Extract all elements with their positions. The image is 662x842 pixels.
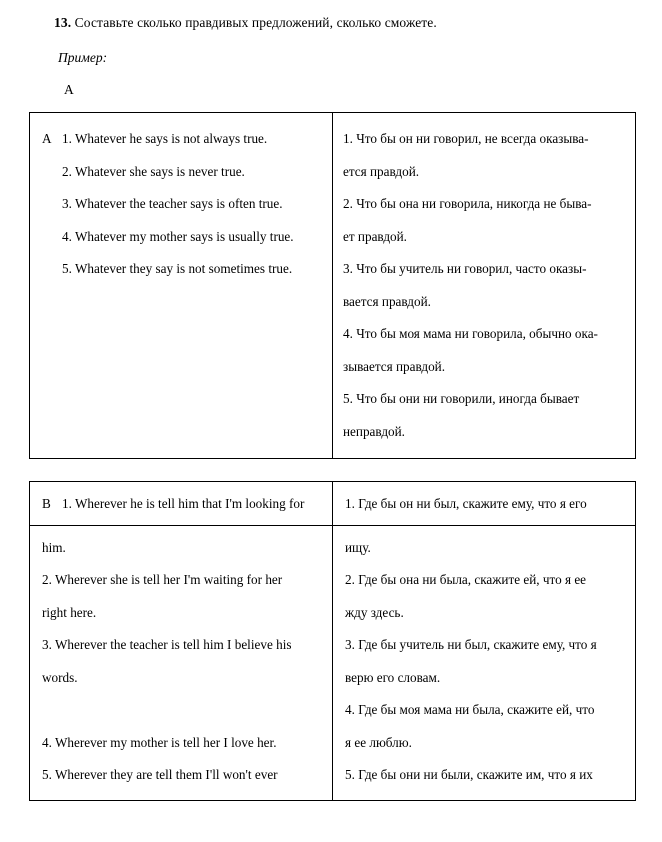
exercise-instruction: Составьте сколько правдивых предложений, сколько сможете. [74, 15, 437, 30]
list-item: 4. Wherever my mother is tell her I love her. [42, 734, 277, 750]
list-item: 5. Где бы они ни были, скажите им, что я их [345, 767, 593, 782]
table-b-english-cell [30, 525, 333, 800]
list-item: 3. Где бы учитель ни был, скажите ему, что я [345, 637, 597, 652]
list-item: 4. Что бы моя мама ни говорила, обычно ока- [343, 326, 598, 341]
list-item: ет правдой. [343, 228, 407, 244]
list-item: вается правдой. [343, 293, 431, 309]
list-item-text: 1. Wherever he is tell him that I'm looking for [62, 496, 305, 511]
list-item [42, 123, 322, 156]
exercise-header [54, 14, 634, 32]
list-item: я ее люблю. [345, 734, 412, 750]
table-b-english-first-cell [30, 482, 333, 526]
list-item-text: 5. Whatever they say is not sometimes true. [62, 261, 293, 276]
list-item: 2. Где бы она ни была, скажите ей, что я ее [345, 572, 587, 587]
list-item: неправдой. [343, 423, 405, 439]
table-a [29, 112, 636, 459]
table-b-russian-cell [333, 525, 636, 800]
section-letter-a: A [42, 131, 52, 146]
list-item: 3. Wherever the teacher is tell him I believe his [42, 637, 292, 652]
table-a-english-cell [30, 113, 333, 459]
list-item: зывается правдой. [343, 358, 446, 374]
list-item-text: 3. Whatever the teacher says is often true. [62, 196, 283, 211]
table-b-russian-first [333, 482, 635, 525]
list-item: words. [42, 669, 78, 685]
table-row [30, 113, 636, 459]
list-item: 1. Где бы он ни был, скажите ему, что я его [345, 496, 587, 511]
table-a-english-list [30, 113, 332, 296]
table-b-english-list [30, 526, 332, 800]
list-item: 2. Что бы она ни говорила, никогда не быва- [343, 196, 592, 211]
list-item-text: 4. Whatever my mother says is usually true. [62, 228, 294, 244]
list-item: him. [42, 539, 66, 555]
list-item: right here. [42, 604, 97, 620]
list-item: ищу. [345, 539, 371, 555]
example-letter: A [64, 82, 74, 97]
list-item [42, 188, 322, 221]
list-item: 1. Что бы он ни говорил, не всегда оказыва- [343, 131, 589, 146]
table-b-english-first [30, 482, 332, 525]
list-item-text: 2. Whatever she says is never true. [62, 163, 245, 179]
list-item: жду здесь. [345, 604, 404, 620]
list-item: ется правдой. [343, 163, 420, 179]
example-label: Пример: [58, 50, 108, 65]
list-item: 5. Что бы они ни говорили, иногда бывает [343, 391, 580, 406]
exercise-number: 13. [54, 15, 72, 30]
table-b [29, 481, 636, 801]
list-item: 3. Что бы учитель ни говорил, часто оказы- [343, 261, 587, 276]
list-item [42, 253, 322, 286]
table-row [30, 525, 636, 800]
list-item: 4. Где бы моя мама ни была, скажите ей, что [345, 702, 595, 717]
list-item: 5. Wherever they are tell them I'll won't ever [42, 767, 278, 782]
section-letter-b: B [42, 496, 51, 511]
table-a-russian-list [333, 113, 635, 458]
list-item [42, 694, 322, 727]
table-b-russian-first-cell [333, 482, 636, 526]
table-b-russian-list [333, 526, 635, 800]
table-row [30, 482, 636, 526]
list-item: 2. Wherever she is tell her I'm waiting for her [42, 572, 283, 587]
list-item: верю его словам. [345, 669, 441, 685]
list-item [42, 488, 324, 521]
table-a-russian-cell [333, 113, 636, 459]
list-item [42, 156, 322, 189]
list-item [42, 221, 322, 254]
list-item-text: 1. Whatever he says is not always true. [62, 131, 268, 146]
